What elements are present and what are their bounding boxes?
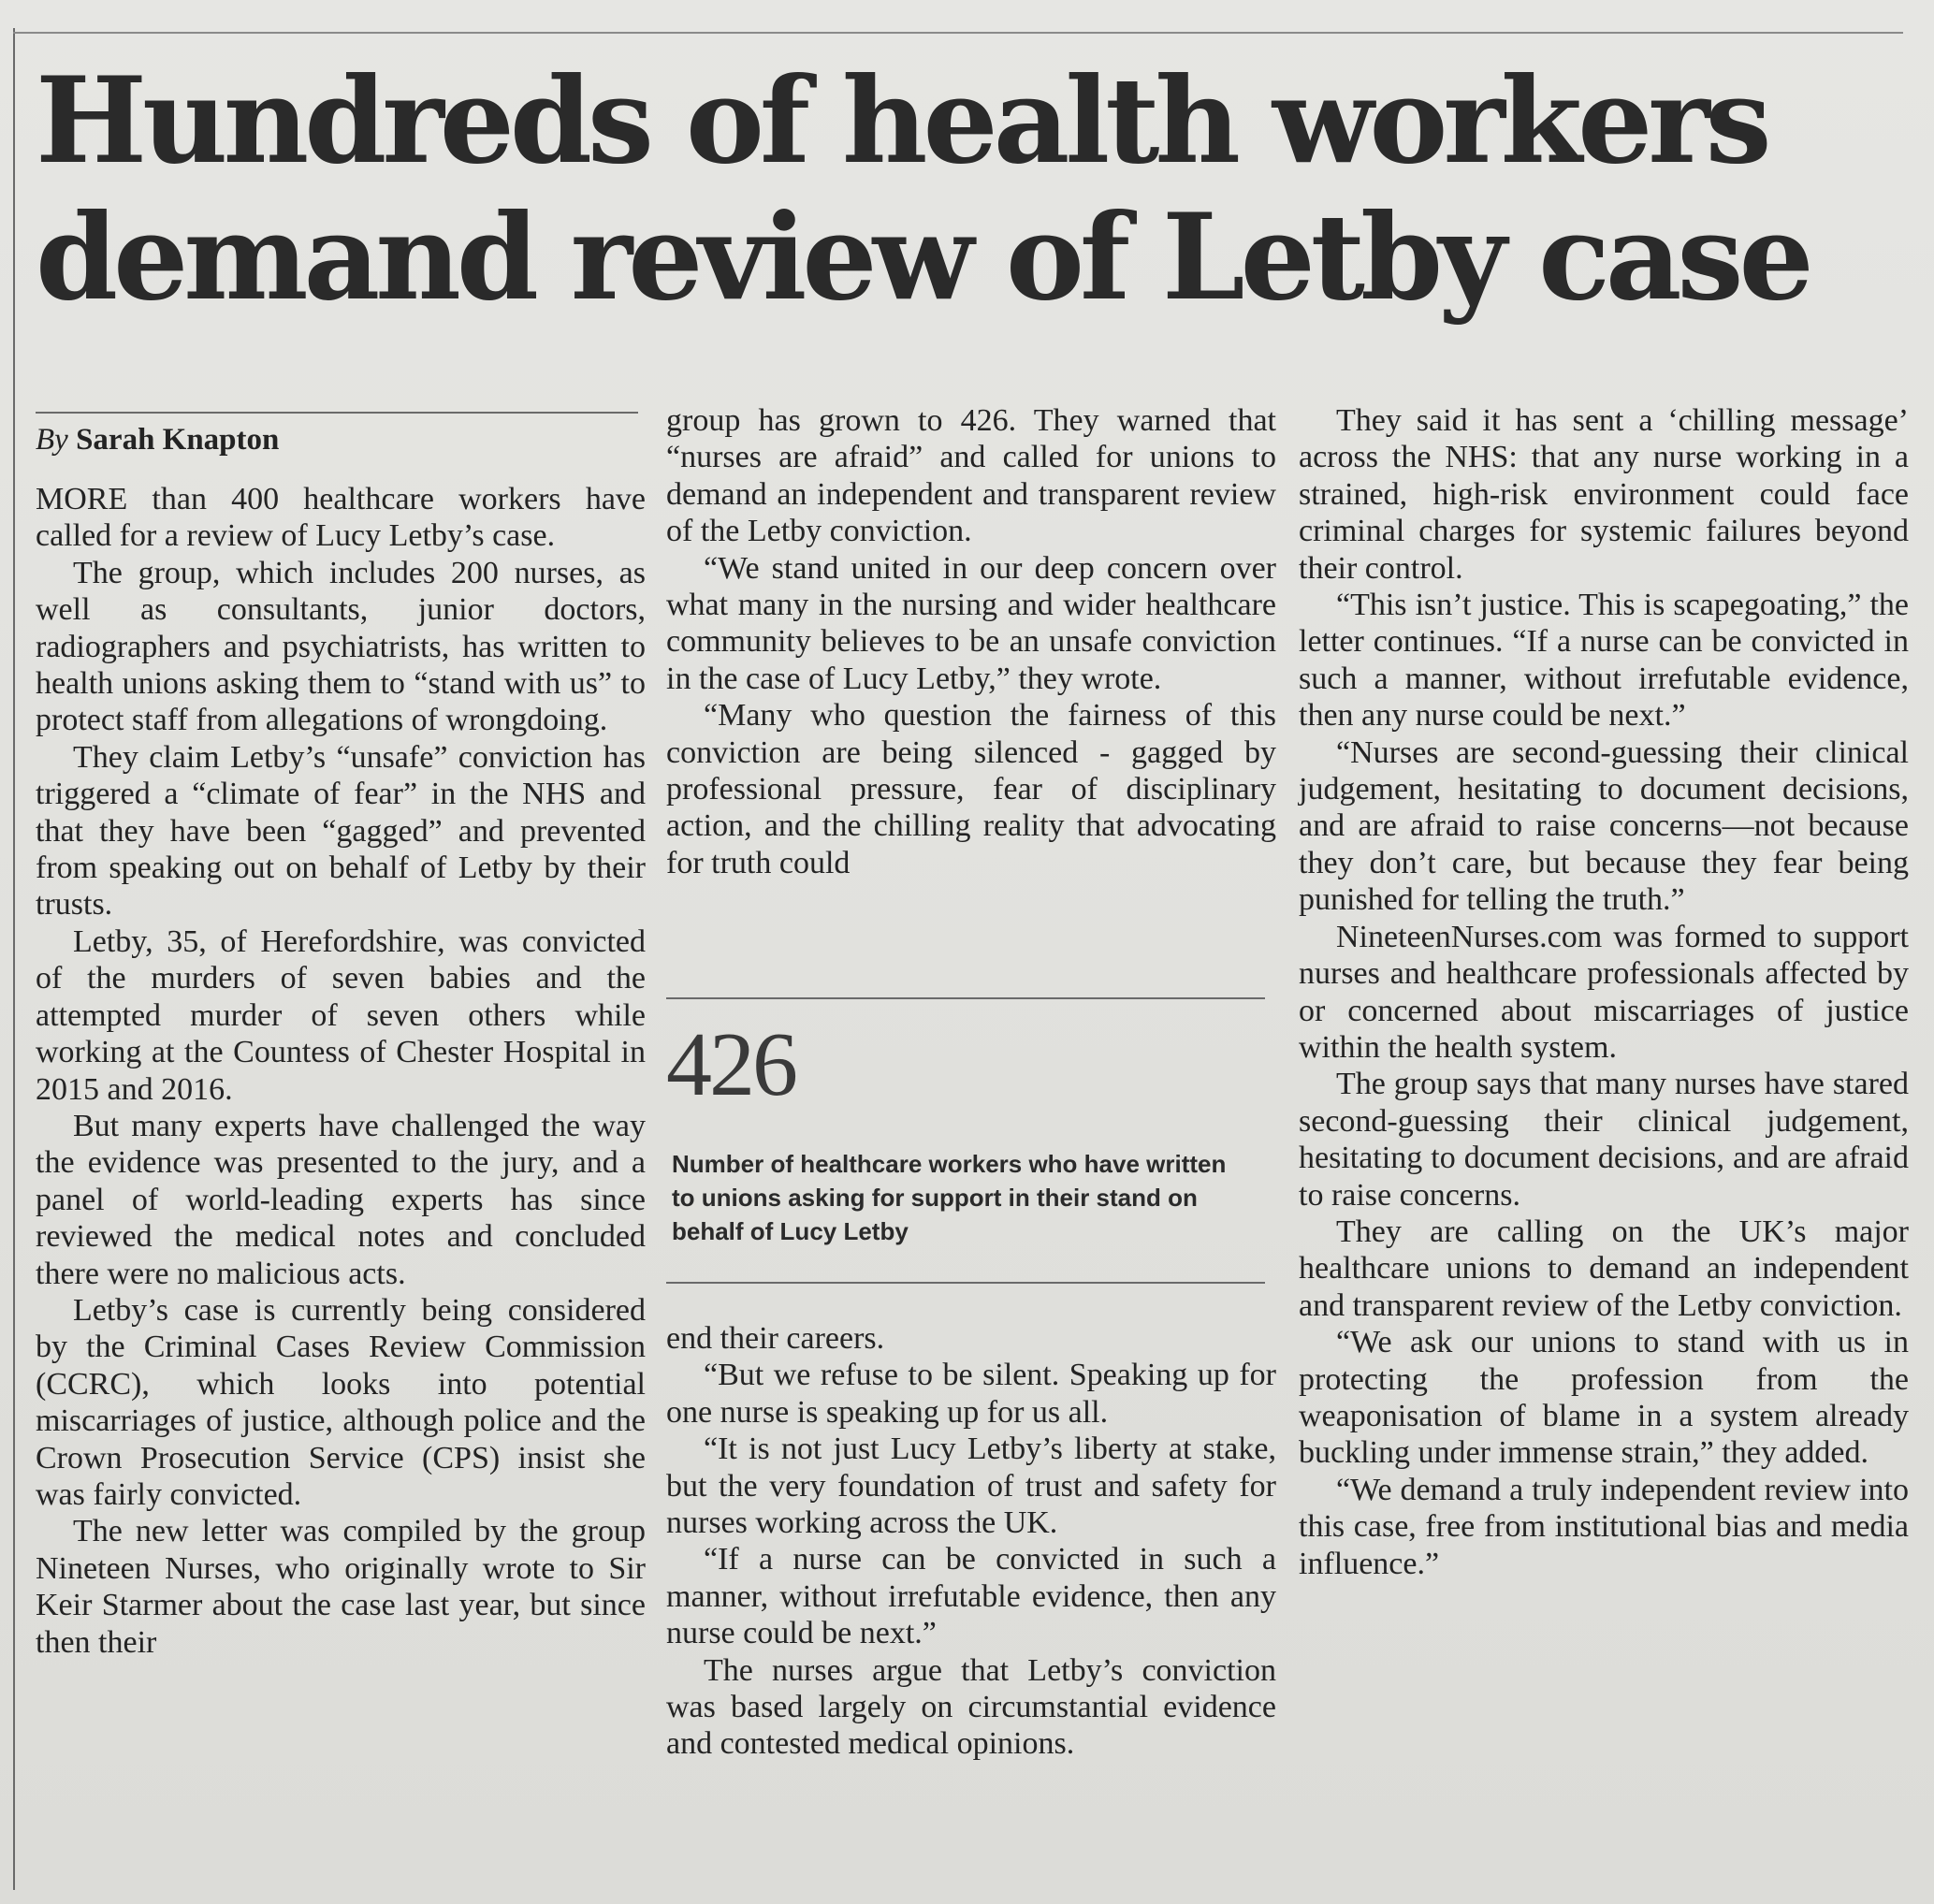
- paragraph: The group says that many nurses have stared second-guessing their clinical judgement, hesitating to document decisions, and are afraid to raise concerns.: [1299, 1067, 1909, 1213]
- article-column-2-bottom: [666, 1320, 1276, 1763]
- paragraph: The nurses argue that Letby’s conviction was based largely on circumstantial evidence and contested medical opinions.: [666, 1652, 1276, 1762]
- paragraph: “We ask our unions to stand with us in protecting the profession from the weaponisation of blame in a system already buckling under immense strain,” they added.: [1299, 1325, 1909, 1471]
- top-rule: [13, 32, 1903, 34]
- byline: [36, 421, 279, 458]
- paragraph: Letby, 35, of Herefordshire, was convicted of the murders of seven babies and the attempted murder of seven others while working at the Countess of Chester Hospital in 2015 and 2016.: [36, 923, 646, 1107]
- byline-by: By: [36, 423, 68, 457]
- byline-rule: [36, 412, 638, 414]
- headline-line-2: demand review of Letby case: [36, 188, 1810, 327]
- paragraph: Letby’s case is currently being considered by the Criminal Cases Review Commission (CCRC), which looks into potential miscarriages of justice, although police and the Crown Prosecution Service (CPS) insist she was fairly convicted.: [36, 1292, 646, 1512]
- article-column-2-top: [666, 402, 1276, 881]
- paragraph: group has grown to 426. They warned that “nurses are afraid” and called for unions to demand an independent and transparent review of the Letby conviction.: [666, 403, 1276, 549]
- paragraph: But many experts have challenged the way the evidence was presented to the jury, and a panel of world-leading experts has since reviewed the medical notes and concluded there were no malicious acts.: [36, 1108, 646, 1291]
- paragraph: NineteenNurses.com was formed to support nurses and healthcare professionals affected by or concerned about miscarriages of justice within the health system.: [1299, 919, 1909, 1065]
- pull-quote-top-rule: [666, 997, 1265, 999]
- paragraph: “It is not just Lucy Letby’s liberty at stake, but the very foundation of trust and safety for nurses working across the UK.: [666, 1432, 1276, 1541]
- headline: [36, 52, 1869, 326]
- pull-quote-number: 426: [666, 1014, 795, 1115]
- page-edge-rule: [13, 28, 15, 1890]
- paragraph: The group, which includes 200 nurses, as well as consultants, junior doctors, radiographers and psychiatrists, has written to health unions asking them to “stand with us” to protect staff from allegations of wrongdoing.: [36, 555, 646, 738]
- pull-quote-bottom-rule: [666, 1282, 1265, 1284]
- paragraph: They are calling on the UK’s major healthcare unions to demand an independent and transparent review of the Letby conviction.: [1299, 1214, 1909, 1323]
- article-column-1: [36, 481, 646, 1661]
- pull-quote-caption: Number of healthcare workers who have written to unions asking for support in their stand on behalf of Lucy Letby: [672, 1150, 1227, 1245]
- paragraph: “If a nurse can be convicted in such a manner, without irrefutable evidence, then any nurse could be next.”: [666, 1542, 1276, 1651]
- paragraph: They claim Letby’s “unsafe” conviction has triggered a “climate of fear” in the NHS and that they have been “gagged” and prevented from speaking out on behalf of Letby by their trusts.: [36, 739, 646, 923]
- paragraph: “We stand united in our deep concern over what many in the nursing and wider healthcare community believes to be an unsafe conviction in the case of Lucy Letby,” they wrote.: [666, 550, 1276, 696]
- paragraph: “We demand a truly independent review into this case, free from institutional bias and media influence.”: [1299, 1472, 1909, 1581]
- byline-author: Sarah Knapton: [76, 423, 280, 457]
- paragraph: MORE than 400 healthcare workers have called for a review of Lucy Letby’s case.: [36, 482, 646, 554]
- pull-quote-box: [666, 997, 1265, 1284]
- article-column-3: [1299, 402, 1909, 1582]
- paragraph: They said it has sent a ‘chilling message’ across the NHS: that any nurse working in a strained, high-risk environment could face criminal charges for systemic failures beyond their control.: [1299, 403, 1909, 586]
- paragraph: “Nurses are second-guessing their clinical judgement, hesitating to document decisions, and are afraid to raise concerns—not because they don’t care, but because they fear being punished for telling the truth.”: [1299, 734, 1909, 918]
- paragraph: The new letter was compiled by the group Nineteen Nurses, who originally wrote to Sir Keir Starmer about the case last year, but since then their: [36, 1514, 646, 1660]
- headline-line-1: Hundreds of health workers: [36, 51, 1767, 190]
- paragraph: “But we refuse to be silent. Speaking up for one nurse is speaking up for us all.: [666, 1358, 1276, 1430]
- paragraph: “Many who question the fairness of this conviction are being silenced - gagged by professional pressure, fear of disciplinary action, and the chilling reality that advocating for truth could: [666, 698, 1276, 880]
- paragraph: end their careers.: [666, 1321, 885, 1356]
- paragraph: “This isn’t justice. This is scapegoating,” the letter continues. “If a nurse can be convicted in such a manner, without irrefutable evidence, then any nurse could be next.”: [1299, 588, 1909, 734]
